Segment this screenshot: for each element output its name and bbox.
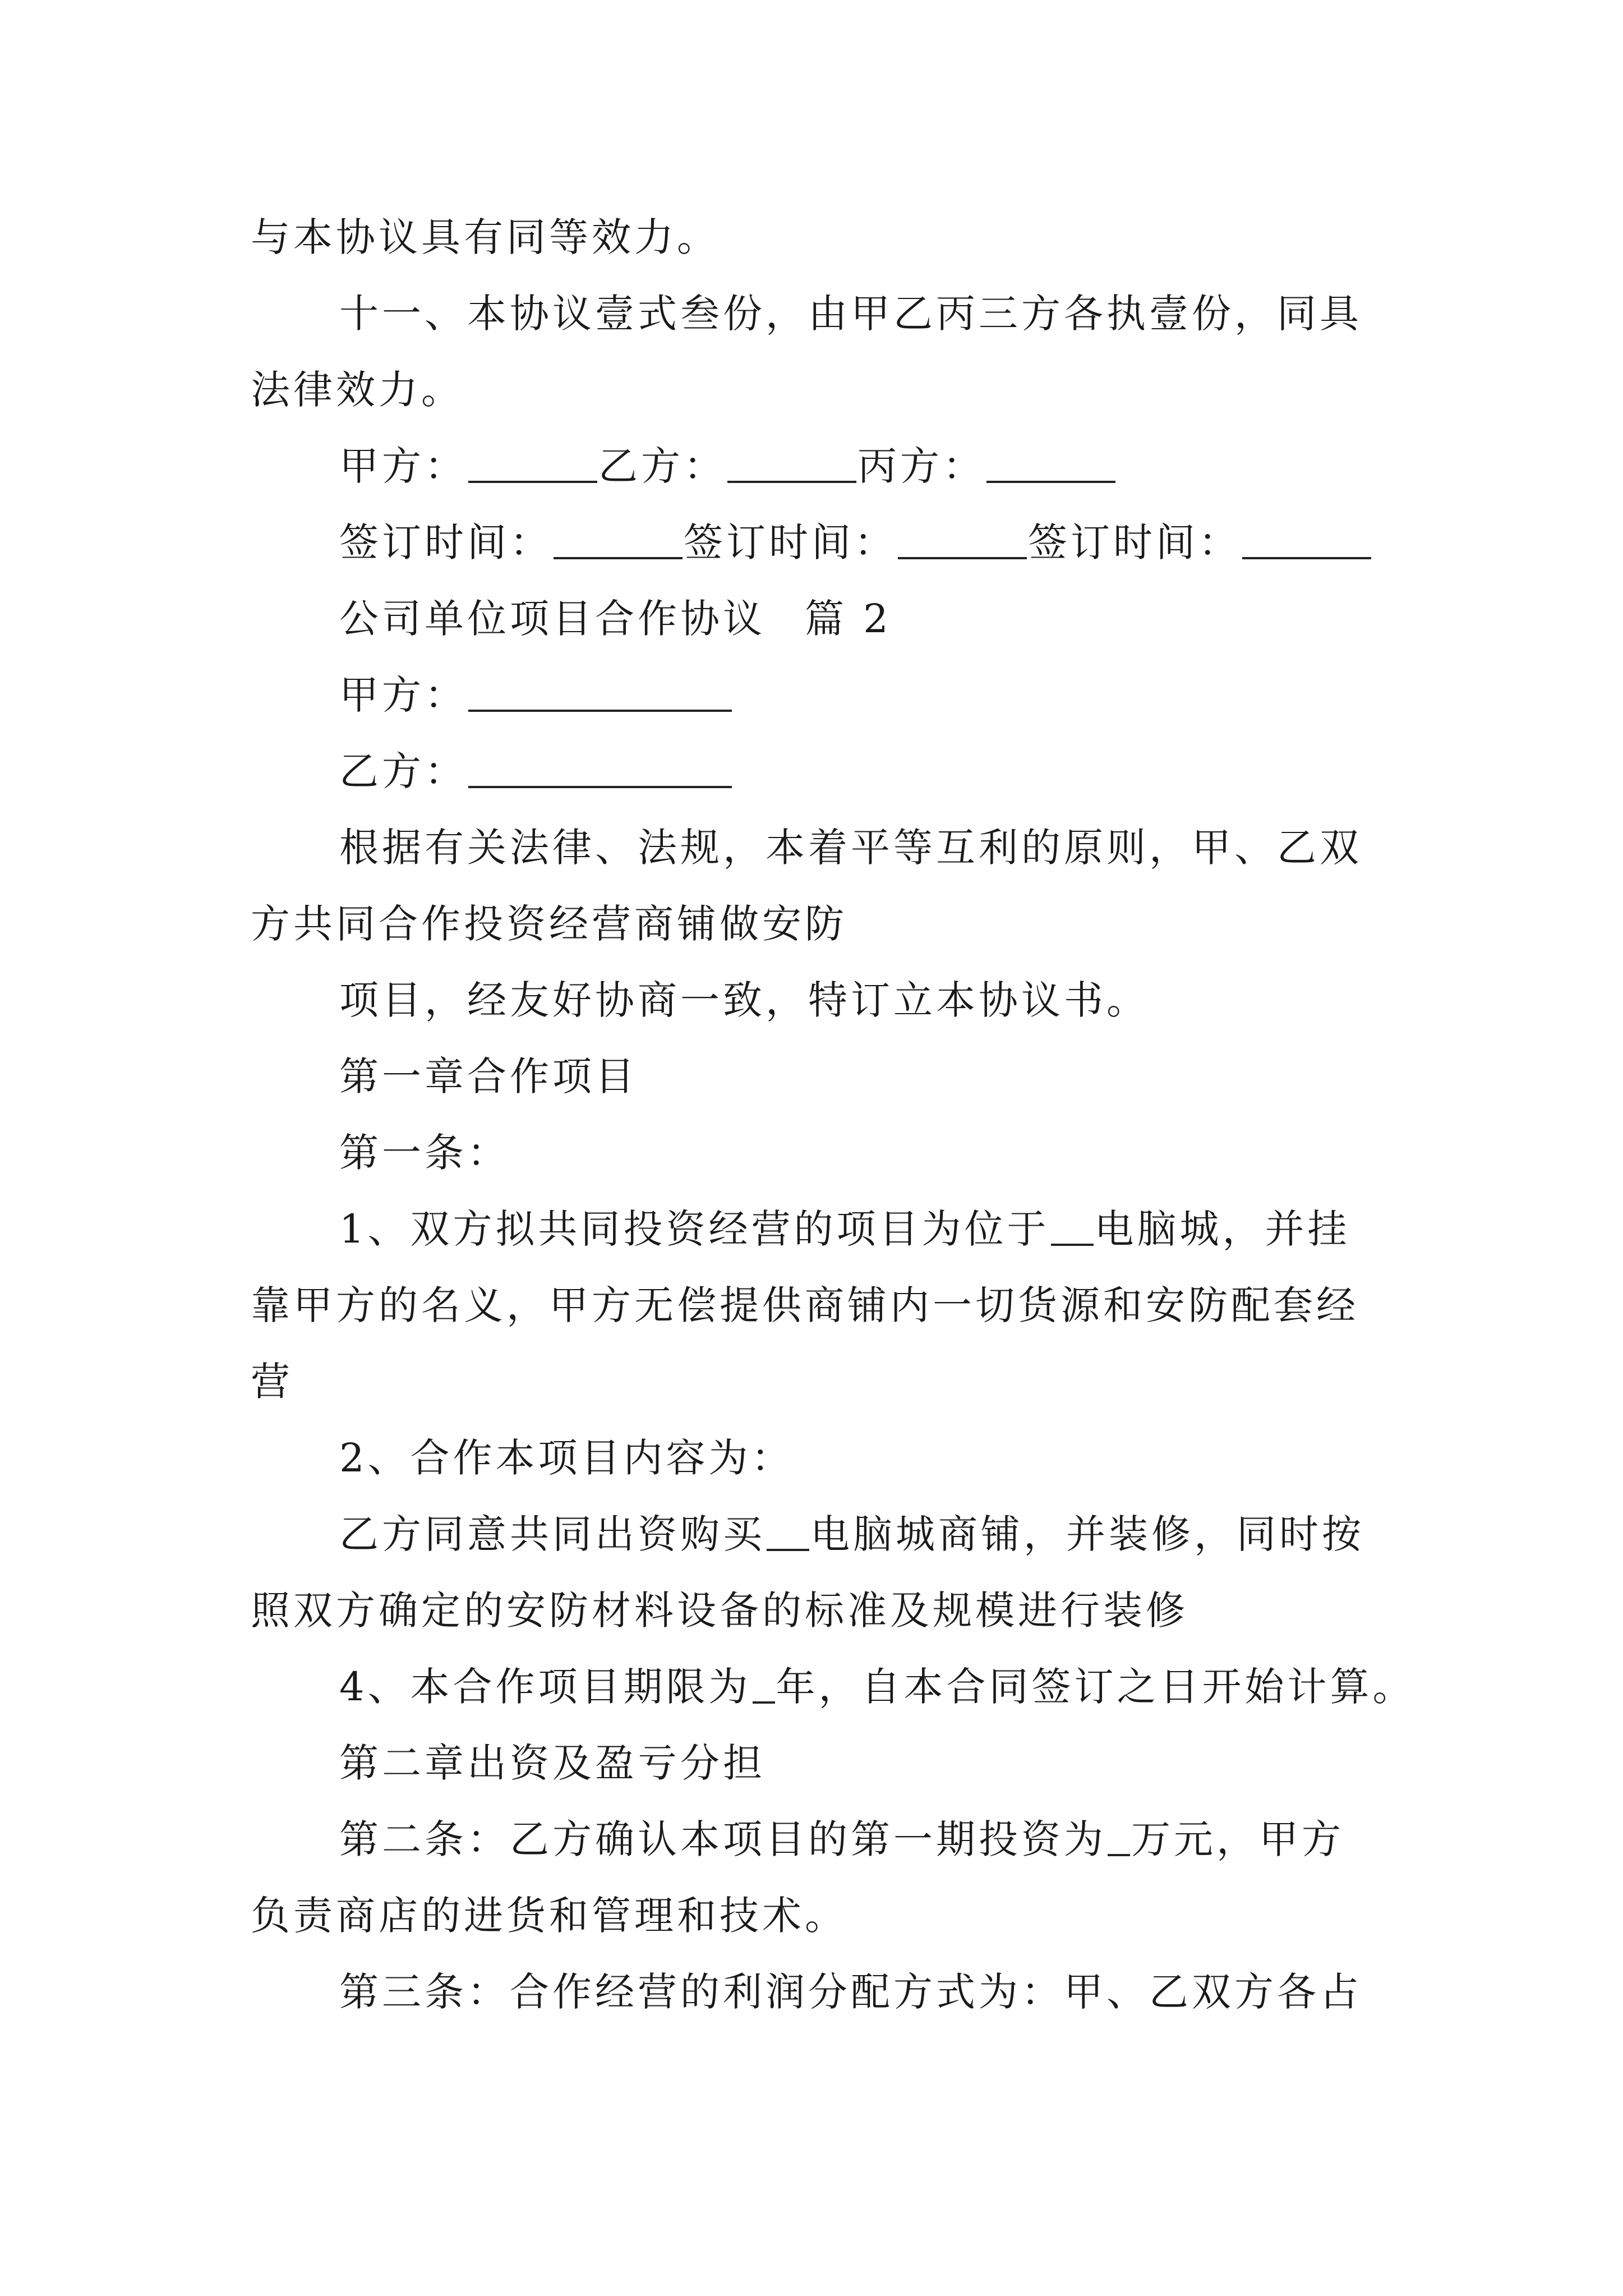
clause-line [251, 1191, 1384, 1267]
party-b-label: 乙方： [339, 748, 467, 794]
article-heading [251, 1115, 1384, 1191]
date-blank [1242, 518, 1371, 559]
clause-line [251, 1649, 1415, 1725]
date-label: 签订时间： [684, 519, 897, 565]
location-blank [1051, 1204, 1094, 1246]
text-line: 方共同合作投资经营商铺做安防 [251, 901, 847, 947]
party-a-blank [468, 441, 597, 483]
chapter-one-title: 第一章合作项目 [339, 1053, 638, 1099]
amount-blank [1108, 1815, 1130, 1856]
text-line: 万元，甲方 [1131, 1816, 1344, 1862]
party-a-blank [468, 670, 732, 712]
clause-line [251, 1496, 1384, 1572]
clause-eleven [251, 275, 1384, 352]
party-a-label: 甲方： [339, 672, 467, 718]
party-c-blank [986, 441, 1115, 483]
section-title [251, 581, 1384, 657]
article-line [251, 1801, 1384, 1878]
article-line [251, 1878, 1384, 1954]
text-line: 2、合作本项目内容为： [339, 1435, 794, 1481]
text-line: 负责商店的进货和管理和技术。 [251, 1893, 847, 1939]
clause-line [251, 1572, 1384, 1649]
text-line: 项目，经友好协商一致，特订立本协议书。 [339, 977, 1149, 1023]
signature-dates [251, 504, 1384, 581]
text-line: 法律效力。 [251, 367, 464, 413]
party-a-label: 甲方： [339, 443, 467, 489]
clause-line [251, 1267, 1384, 1343]
text-line: 第二条：乙方确认本项目的第一期投资为 [339, 1816, 1106, 1862]
clause-line [251, 1420, 1384, 1496]
preamble-line [251, 886, 1384, 962]
document-body [251, 199, 1415, 2030]
text-line: 十一、本协议壹式叁份，由甲乙丙三方各执壹份，同具 [339, 291, 1362, 337]
chapter-heading [251, 1038, 1384, 1115]
signature-parties [251, 428, 1384, 504]
text-line: 第三条：合作经营的利润分配方式为：甲、乙双方各占 [339, 1969, 1362, 2015]
article-line [251, 1954, 1384, 2030]
text-line: 电脑城商铺，并装修，同时按 [810, 1511, 1364, 1557]
text-line: 根据有关法律、法规，本着平等互利的原则，甲、乙双 [339, 825, 1362, 871]
text-line: 与本协议具有同等效力。 [251, 214, 720, 260]
date-blank [554, 518, 683, 559]
term-blank [753, 1662, 775, 1704]
clause-line [251, 1343, 1384, 1420]
preamble-line [251, 962, 1384, 1038]
section-number: 篇 2 [805, 596, 892, 642]
location-blank [767, 1510, 809, 1551]
text-line: 年，自本合同签订之日开始计算。 [776, 1664, 1415, 1710]
chapter-heading [251, 1725, 1384, 1801]
text-line: 乙方同意共同出资购买 [339, 1511, 766, 1557]
text-line: 4、本合作项目期限为 [339, 1664, 751, 1710]
date-label: 签订时间： [339, 519, 552, 565]
party-b-line [251, 733, 1384, 809]
text-line: 照双方确定的安防材料设备的标准及规模进行装修 [251, 1588, 1188, 1634]
chapter-two-title: 第二章出资及盈亏分担 [339, 1740, 766, 1786]
text-line: 1、双方拟共同投资经营的项目为位于 [339, 1206, 1050, 1252]
date-label: 签订时间： [1028, 519, 1241, 565]
paragraph-line [251, 199, 1384, 275]
text-line: 营 [251, 1359, 293, 1405]
party-c-label: 丙方： [857, 443, 985, 489]
party-b-blank [468, 747, 732, 788]
agreement-title: 公司单位项目合作协议 [339, 596, 766, 642]
text-line: 电脑城，并挂 [1094, 1206, 1350, 1252]
party-b-label: 乙方： [598, 443, 726, 489]
date-blank [898, 518, 1027, 559]
text-line: 靠甲方的名义，甲方无偿提供商铺内一切货源和安防配套经 [251, 1282, 1359, 1328]
article-one-title: 第一条： [339, 1130, 510, 1176]
preamble-line [251, 809, 1384, 886]
party-a-line [251, 657, 1384, 733]
party-b-blank [727, 441, 856, 483]
paragraph-line [251, 352, 1384, 428]
